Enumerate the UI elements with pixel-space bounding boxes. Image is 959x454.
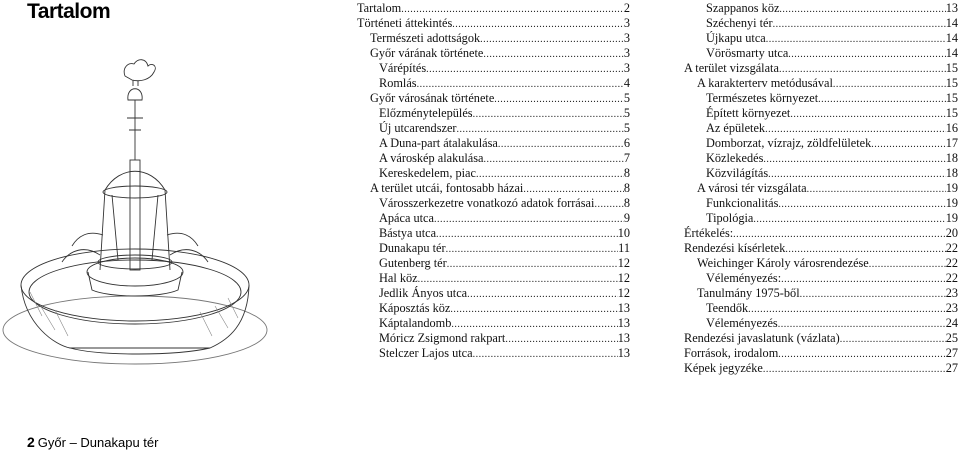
- toc-entry-title: Források, irodalom: [684, 346, 779, 360]
- toc-leader-dots: [778, 317, 946, 331]
- toc-leader-dots: [766, 32, 946, 46]
- toc-leader-dots: [785, 242, 945, 256]
- page-title: Tartalom: [27, 0, 111, 23]
- toc-entry[interactable]: [684, 361, 958, 376]
- toc-entry[interactable]: [357, 331, 630, 346]
- toc-entry[interactable]: [357, 271, 630, 286]
- toc-entry[interactable]: [684, 196, 958, 211]
- toc-entry-page-number: 27: [945, 346, 958, 360]
- toc-entry[interactable]: [684, 1, 958, 16]
- toc-leader-dots: [401, 2, 624, 16]
- toc-entry-page-number: 4: [623, 76, 630, 90]
- toc-entry-page-number: 22: [945, 256, 958, 270]
- toc-entry[interactable]: [684, 226, 958, 241]
- toc-entry-page-number: 2: [623, 1, 630, 15]
- toc-entry[interactable]: [684, 31, 958, 46]
- toc-entry-title: Kereskedelem, piac: [379, 166, 476, 180]
- toc-leader-dots: [505, 332, 617, 346]
- toc-entry-page-number: 12: [617, 286, 630, 300]
- toc-entry-title: Értékelés:: [684, 226, 734, 240]
- toc-entry-page-number: 8: [623, 196, 630, 210]
- toc-entry-title: Weichinger Károly városrendezése: [697, 256, 869, 270]
- toc-entry-page-number: 8: [623, 181, 630, 195]
- toc-leader-dots: [434, 212, 624, 226]
- toc-entry[interactable]: [357, 316, 630, 331]
- toc-leader-dots: [436, 227, 618, 241]
- toc-entry-title: Közlekedés: [706, 151, 764, 165]
- toc-entry-page-number: 15: [945, 76, 958, 90]
- toc-entry-page-number: 6: [623, 136, 630, 150]
- toc-entry-page-number: 3: [623, 46, 630, 60]
- toc-entry-page-number: 18: [945, 151, 958, 165]
- toc-entry[interactable]: [684, 316, 958, 331]
- toc-entry-title: Teendők: [706, 301, 749, 315]
- toc-entry[interactable]: [357, 1, 630, 16]
- toc-entry-title: Tartalom: [357, 1, 402, 15]
- toc-entry-page-number: 3: [623, 61, 630, 75]
- toc-entry-page-number: 12: [617, 271, 630, 285]
- toc-leader-dots: [484, 152, 624, 166]
- toc-entry[interactable]: [684, 271, 958, 286]
- toc-leader-dots: [446, 242, 619, 256]
- toc-entry-title: Káptalandomb: [379, 316, 452, 330]
- toc-entry[interactable]: [684, 61, 958, 76]
- toc-entry-title: Újkapu utca: [706, 31, 766, 45]
- toc-entry[interactable]: [357, 16, 630, 31]
- toc-entry-page-number: 13: [617, 346, 630, 360]
- page-number: 2: [27, 434, 35, 450]
- toc-entry-page-number: 11: [618, 241, 630, 255]
- fountain-illustration: [0, 40, 300, 400]
- toc-leader-dots: [523, 182, 624, 196]
- toc-leader-dots: [476, 167, 624, 181]
- toc-entry[interactable]: [684, 241, 958, 256]
- toc-entry[interactable]: [357, 76, 630, 91]
- toc-entry[interactable]: [684, 256, 958, 271]
- toc-entry-title: Jedlik Ányos utca: [379, 286, 468, 300]
- toc-entry-title: Móricz Zsigmond rakpart: [379, 331, 506, 345]
- toc-entry-page-number: 14: [945, 31, 958, 45]
- toc-entry-title: Hal köz: [379, 271, 418, 285]
- toc-entry[interactable]: [357, 166, 630, 181]
- toc-leader-dots: [765, 122, 946, 136]
- toc-entry-title: Apáca utca: [379, 211, 434, 225]
- toc-entry-title: Győr várának története: [370, 46, 484, 60]
- toc-leader-dots: [450, 302, 617, 316]
- toc-entry[interactable]: [684, 211, 958, 226]
- toc-entry-page-number: 5: [623, 121, 630, 135]
- toc-entry[interactable]: [357, 151, 630, 166]
- toc-entry[interactable]: [357, 241, 630, 256]
- toc-leader-dots: [753, 212, 945, 226]
- toc-leader-dots: [451, 317, 617, 331]
- toc-entry-title: Dunakapu tér: [379, 241, 446, 255]
- toc-leader-dots: [447, 257, 618, 271]
- toc-entry-title: Káposztás köz: [379, 301, 451, 315]
- toc-entry[interactable]: [684, 106, 958, 121]
- toc-leader-dots: [418, 272, 618, 286]
- toc-entry-page-number: 14: [945, 16, 958, 30]
- toc-entry-page-number: 23: [945, 301, 958, 315]
- toc-entry-page-number: 22: [945, 271, 958, 285]
- toc-entry-page-number: 13: [617, 331, 630, 345]
- toc-entry-page-number: 19: [945, 211, 958, 225]
- toc-entry-page-number: 19: [945, 181, 958, 195]
- toc-leader-dots: [733, 227, 946, 241]
- toc-entry-page-number: 15: [945, 106, 958, 120]
- toc-entry-page-number: 13: [945, 1, 958, 15]
- toc-leader-dots: [781, 272, 946, 286]
- toc-entry[interactable]: [357, 211, 630, 226]
- toc-leader-dots: [871, 137, 945, 151]
- toc-leader-dots: [800, 287, 946, 301]
- toc-entry-page-number: 5: [623, 106, 630, 120]
- toc-leader-dots: [457, 122, 624, 136]
- toc-entry-title: A terület utcái, fontosabb házai: [370, 181, 524, 195]
- toc-leader-dots: [840, 332, 946, 346]
- toc-leader-dots: [483, 47, 623, 61]
- toc-entry[interactable]: [684, 151, 958, 166]
- toc-entry-title: Véleményezés: [706, 316, 778, 330]
- toc-entry[interactable]: [357, 121, 630, 136]
- toc-leader-dots: [779, 2, 945, 16]
- toc-leader-dots: [452, 17, 624, 31]
- toc-entry-title: Tanulmány 1975-ből: [697, 286, 800, 300]
- toc-entry-page-number: 18: [945, 166, 958, 180]
- toc-entry[interactable]: [684, 181, 958, 196]
- toc-entry-title: Vörösmarty utca: [706, 46, 789, 60]
- toc-entry-title: Természeti adottságok: [370, 31, 481, 45]
- toc-leader-dots: [473, 107, 624, 121]
- toc-entry-title: A városkép alakulása: [379, 151, 484, 165]
- toc-entry-page-number: 15: [945, 61, 958, 75]
- toc-entry-title: Történeti áttekintés: [357, 16, 453, 30]
- toc-entry[interactable]: [357, 46, 630, 61]
- toc-entry[interactable]: [684, 286, 958, 301]
- toc-leader-dots: [498, 137, 624, 151]
- toc-entry-title: Az épületek: [706, 121, 766, 135]
- toc-entry-title: Széchenyi tér: [706, 16, 773, 30]
- toc-entry[interactable]: [357, 346, 630, 361]
- toc-entry-page-number: 19: [945, 196, 958, 210]
- toc-entry-title: Új utcarendszer: [379, 121, 457, 135]
- toc-leader-dots: [763, 152, 945, 166]
- toc-entry-title: Szappanos köz: [706, 1, 780, 15]
- toc-leader-dots: [778, 197, 945, 211]
- toc-entry[interactable]: [357, 181, 630, 196]
- table-of-contents-right-column: [684, 1, 958, 376]
- toc-entry-page-number: 10: [617, 226, 630, 240]
- toc-leader-dots: [594, 197, 623, 211]
- toc-leader-dots: [773, 17, 946, 31]
- toc-entry-title: Rendezési kísérletek: [684, 241, 786, 255]
- toc-entry[interactable]: [684, 346, 958, 361]
- toc-entry[interactable]: [357, 286, 630, 301]
- toc-entry[interactable]: [357, 256, 630, 271]
- toc-entry-title: Funkcionalitás: [706, 196, 779, 210]
- toc-entry-title: A Duna-part átalakulása: [379, 136, 498, 150]
- toc-entry-title: Győr városának története: [370, 91, 495, 105]
- toc-entry-page-number: 7: [623, 151, 630, 165]
- toc-entry[interactable]: [684, 76, 958, 91]
- toc-leader-dots: [417, 77, 624, 91]
- toc-entry[interactable]: [684, 121, 958, 136]
- toc-entry-title: Véleményezés:: [706, 271, 782, 285]
- toc-entry[interactable]: [684, 166, 958, 181]
- toc-entry-title: Épített környezet: [706, 106, 791, 120]
- toc-entry[interactable]: [357, 91, 630, 106]
- toc-entry-page-number: 9: [623, 211, 630, 225]
- toc-entry-page-number: 27: [945, 361, 958, 375]
- toc-entry[interactable]: [684, 91, 958, 106]
- toc-entry-title: A karakterterv metódusával: [697, 76, 833, 90]
- toc-entry-page-number: 3: [623, 16, 630, 30]
- toc-entry[interactable]: [684, 46, 958, 61]
- toc-entry-page-number: 17: [945, 136, 958, 150]
- toc-entry-page-number: 25: [945, 331, 958, 345]
- toc-entry-title: Domborzat, vízrajz, zöldfelületek: [706, 136, 872, 150]
- toc-entry-page-number: 22: [945, 241, 958, 255]
- toc-leader-dots: [788, 47, 945, 61]
- toc-entry[interactable]: [357, 61, 630, 76]
- toc-leader-dots: [768, 167, 946, 181]
- toc-leader-dots: [833, 77, 946, 91]
- toc-entry-title: Tipológia: [706, 211, 754, 225]
- toc-entry[interactable]: [357, 226, 630, 241]
- toc-entry[interactable]: [684, 301, 958, 316]
- toc-entry-page-number: 12: [617, 256, 630, 270]
- toc-entry-title: Képek jegyzéke: [684, 361, 763, 375]
- toc-leader-dots: [748, 302, 946, 316]
- toc-entry-title: Bástya utca: [379, 226, 437, 240]
- toc-entry[interactable]: [357, 301, 630, 316]
- table-of-contents-left-column: [357, 1, 630, 361]
- toc-entry-title: Városszerkezetre vonatkozó adatok forrásai: [379, 196, 595, 210]
- toc-entry-title: A városi tér vizsgálata: [697, 181, 807, 195]
- toc-entry-page-number: 16: [945, 121, 958, 135]
- toc-entry[interactable]: [357, 31, 630, 46]
- toc-leader-dots: [494, 92, 624, 106]
- toc-entry-title: Romlás: [379, 76, 417, 90]
- toc-leader-dots: [869, 257, 946, 271]
- toc-leader-dots: [818, 92, 946, 106]
- footer-text: Győr – Dunakapu tér: [37, 435, 159, 450]
- toc-entry-page-number: 5: [623, 91, 630, 105]
- toc-leader-dots: [473, 347, 618, 361]
- toc-entry-page-number: 20: [945, 226, 958, 240]
- toc-entry-page-number: 13: [617, 316, 630, 330]
- toc-entry[interactable]: [357, 196, 630, 211]
- toc-entry-page-number: 13: [617, 301, 630, 315]
- toc-entry-title: Előzménytelepülés: [379, 106, 473, 120]
- toc-entry[interactable]: [357, 136, 630, 151]
- toc-leader-dots: [480, 32, 624, 46]
- page-footer: [27, 434, 158, 450]
- toc-entry[interactable]: [684, 136, 958, 151]
- toc-leader-dots: [790, 107, 945, 121]
- toc-entry-title: Közvilágítás: [706, 166, 769, 180]
- toc-entry-title: Rendezési javaslatunk (vázlata): [684, 331, 840, 345]
- toc-entry-title: Várépítés: [379, 61, 427, 75]
- toc-entry-page-number: 24: [945, 316, 958, 330]
- toc-leader-dots: [779, 62, 946, 76]
- toc-entry-page-number: 14: [945, 46, 958, 60]
- toc-entry[interactable]: [684, 16, 958, 31]
- toc-entry[interactable]: [684, 331, 958, 346]
- toc-entry-title: Gutenberg tér: [379, 256, 447, 270]
- toc-leader-dots: [467, 287, 618, 301]
- toc-leader-dots: [763, 362, 946, 376]
- toc-leader-dots: [426, 62, 624, 76]
- toc-entry-title: Stelczer Lajos utca: [379, 346, 473, 360]
- toc-leader-dots: [778, 347, 945, 361]
- toc-leader-dots: [807, 182, 946, 196]
- toc-entry-page-number: 15: [945, 91, 958, 105]
- toc-entry-page-number: 8: [623, 166, 630, 180]
- toc-entry-page-number: 23: [945, 286, 958, 300]
- toc-entry-page-number: 3: [623, 31, 630, 45]
- toc-entry-title: Természetes környezet: [706, 91, 819, 105]
- toc-entry-title: A terület vizsgálata: [684, 61, 779, 75]
- toc-entry[interactable]: [357, 106, 630, 121]
